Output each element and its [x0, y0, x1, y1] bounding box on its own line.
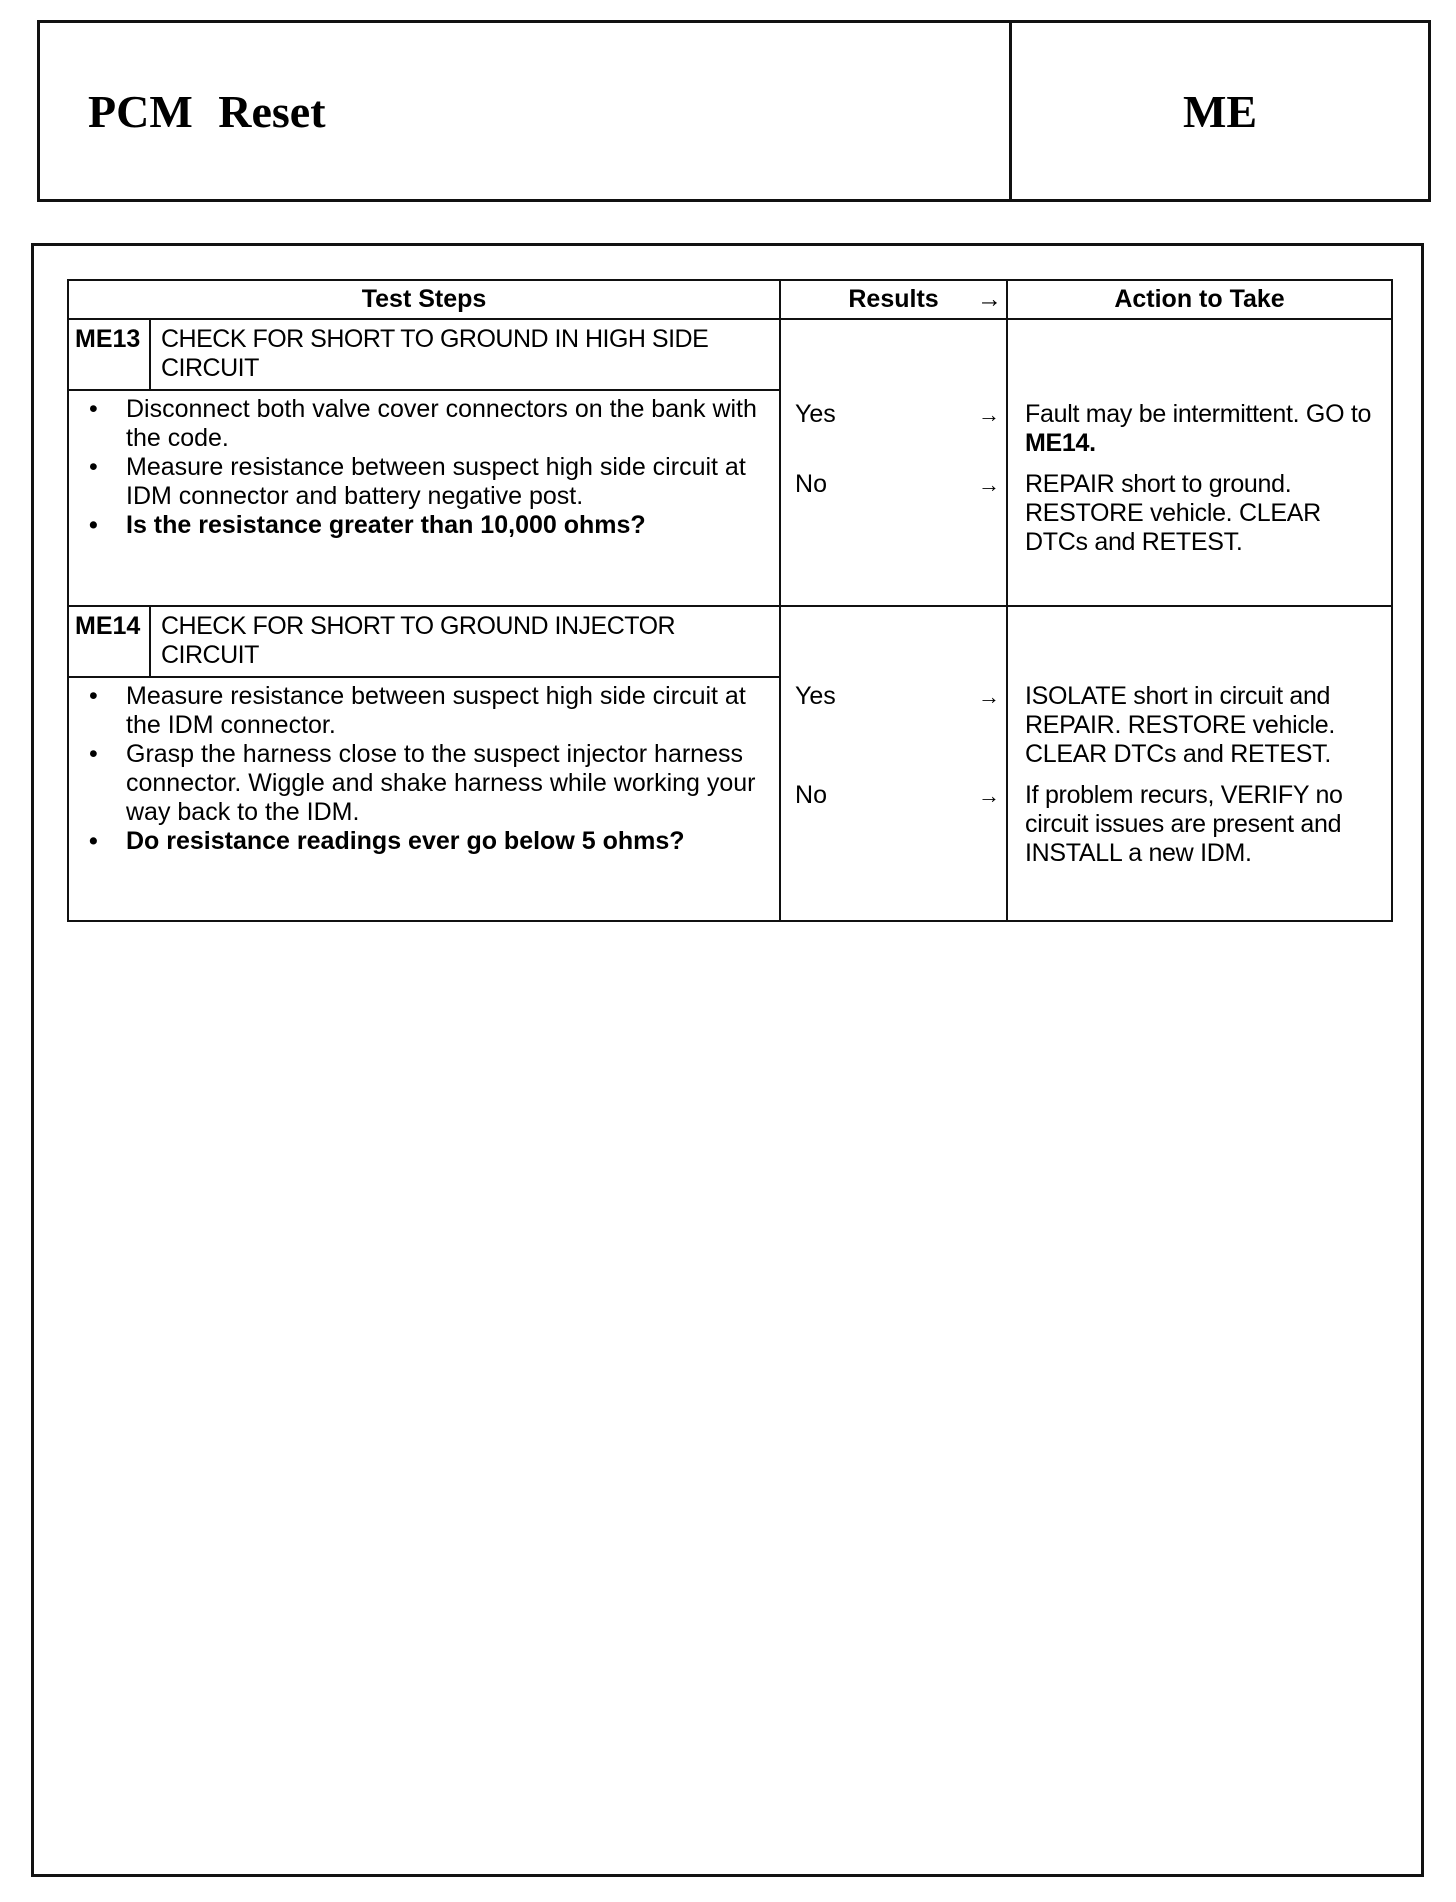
step-title-row: [68, 606, 1392, 677]
instruction-text: Disconnect both valve cover connectors on the bank with the code.: [126, 395, 757, 452]
action-text: ISOLATE short in circuit and REPAIR. RESTORE vehicle. CLEAR DTCs and RETEST.: [1025, 682, 1336, 768]
section-code: ME: [1182, 85, 1258, 137]
list-item: [69, 740, 765, 827]
arrow-right-icon: →: [977, 285, 1003, 313]
bullet-icon: •: [89, 395, 98, 423]
table-header-row: [68, 280, 1392, 319]
code-box: [1012, 23, 1428, 199]
instruction-text: Measure resistance between suspect high side circuit at the IDM connector.: [126, 682, 746, 739]
list-item: [69, 682, 765, 740]
instruction-text: Grasp the harness close to the suspect injector harness connector. Wiggle and shake harness while working your way back to the IDM.: [126, 740, 756, 826]
result-row: [795, 470, 1000, 499]
action-text: REPAIR short to ground. RESTORE vehicle. CLEAR DTCs and RETEST.: [1025, 470, 1321, 556]
result-row: [795, 400, 1000, 429]
results-cell: [780, 606, 1007, 921]
instruction-text: Measure resistance between suspect high side circuit at IDM connector and battery negative post.: [126, 453, 746, 510]
arrow-right-icon: →: [978, 783, 1001, 808]
bullet-icon: •: [89, 682, 98, 710]
action-text: [1025, 400, 1387, 458]
bullet-icon: •: [89, 511, 98, 539]
result-label: No: [795, 781, 827, 809]
result-label: Yes: [795, 682, 836, 710]
list-item: [69, 827, 765, 856]
bullet-icon: •: [89, 453, 98, 481]
result-row: [795, 682, 1000, 711]
step-id: ME14: [68, 606, 150, 677]
page-header: [37, 20, 1431, 202]
column-header-action: Action to Take: [1007, 280, 1392, 319]
arrow-right-icon: →: [978, 684, 1001, 709]
step-instructions: [68, 677, 780, 921]
step-id: ME13: [68, 319, 150, 390]
action-text: If problem recurs, VERIFY no circuit issues are present and INSTALL a new IDM.: [1025, 781, 1343, 867]
results-cell: [780, 319, 1007, 606]
list-item: [69, 395, 765, 453]
result-row: [795, 781, 1000, 810]
step-question: Do resistance readings ever go below 5 ohms?: [126, 827, 685, 855]
arrow-right-icon: →: [978, 472, 1001, 497]
step-title: CHECK FOR SHORT TO GROUND INJECTOR CIRCUIT: [150, 606, 780, 677]
step-title-row: [68, 319, 1392, 390]
result-label: Yes: [795, 400, 836, 428]
column-header-test-steps: Test Steps: [68, 280, 780, 319]
results-header-label: Results: [848, 285, 939, 313]
list-item: [69, 511, 765, 540]
action-cell: [1007, 319, 1392, 606]
page-title: PCM Reset: [88, 85, 326, 137]
test-steps-table: [67, 279, 1393, 922]
action-cell: [1007, 606, 1392, 921]
action-text-body: Fault may be intermittent. GO to: [1025, 400, 1372, 428]
step-title: CHECK FOR SHORT TO GROUND IN HIGH SIDE CIRCUIT: [150, 319, 780, 390]
step-instructions: [68, 390, 780, 606]
bullet-icon: •: [89, 827, 98, 855]
bullet-icon: •: [89, 740, 98, 768]
result-label: No: [795, 470, 827, 498]
step-question: Is the resistance greater than 10,000 ohms?: [126, 511, 646, 539]
title-box: [40, 23, 1012, 199]
arrow-right-icon: →: [978, 402, 1001, 427]
column-header-results: [780, 280, 1007, 319]
action-step-link: ME14.: [1025, 429, 1096, 457]
list-item: [69, 453, 765, 511]
